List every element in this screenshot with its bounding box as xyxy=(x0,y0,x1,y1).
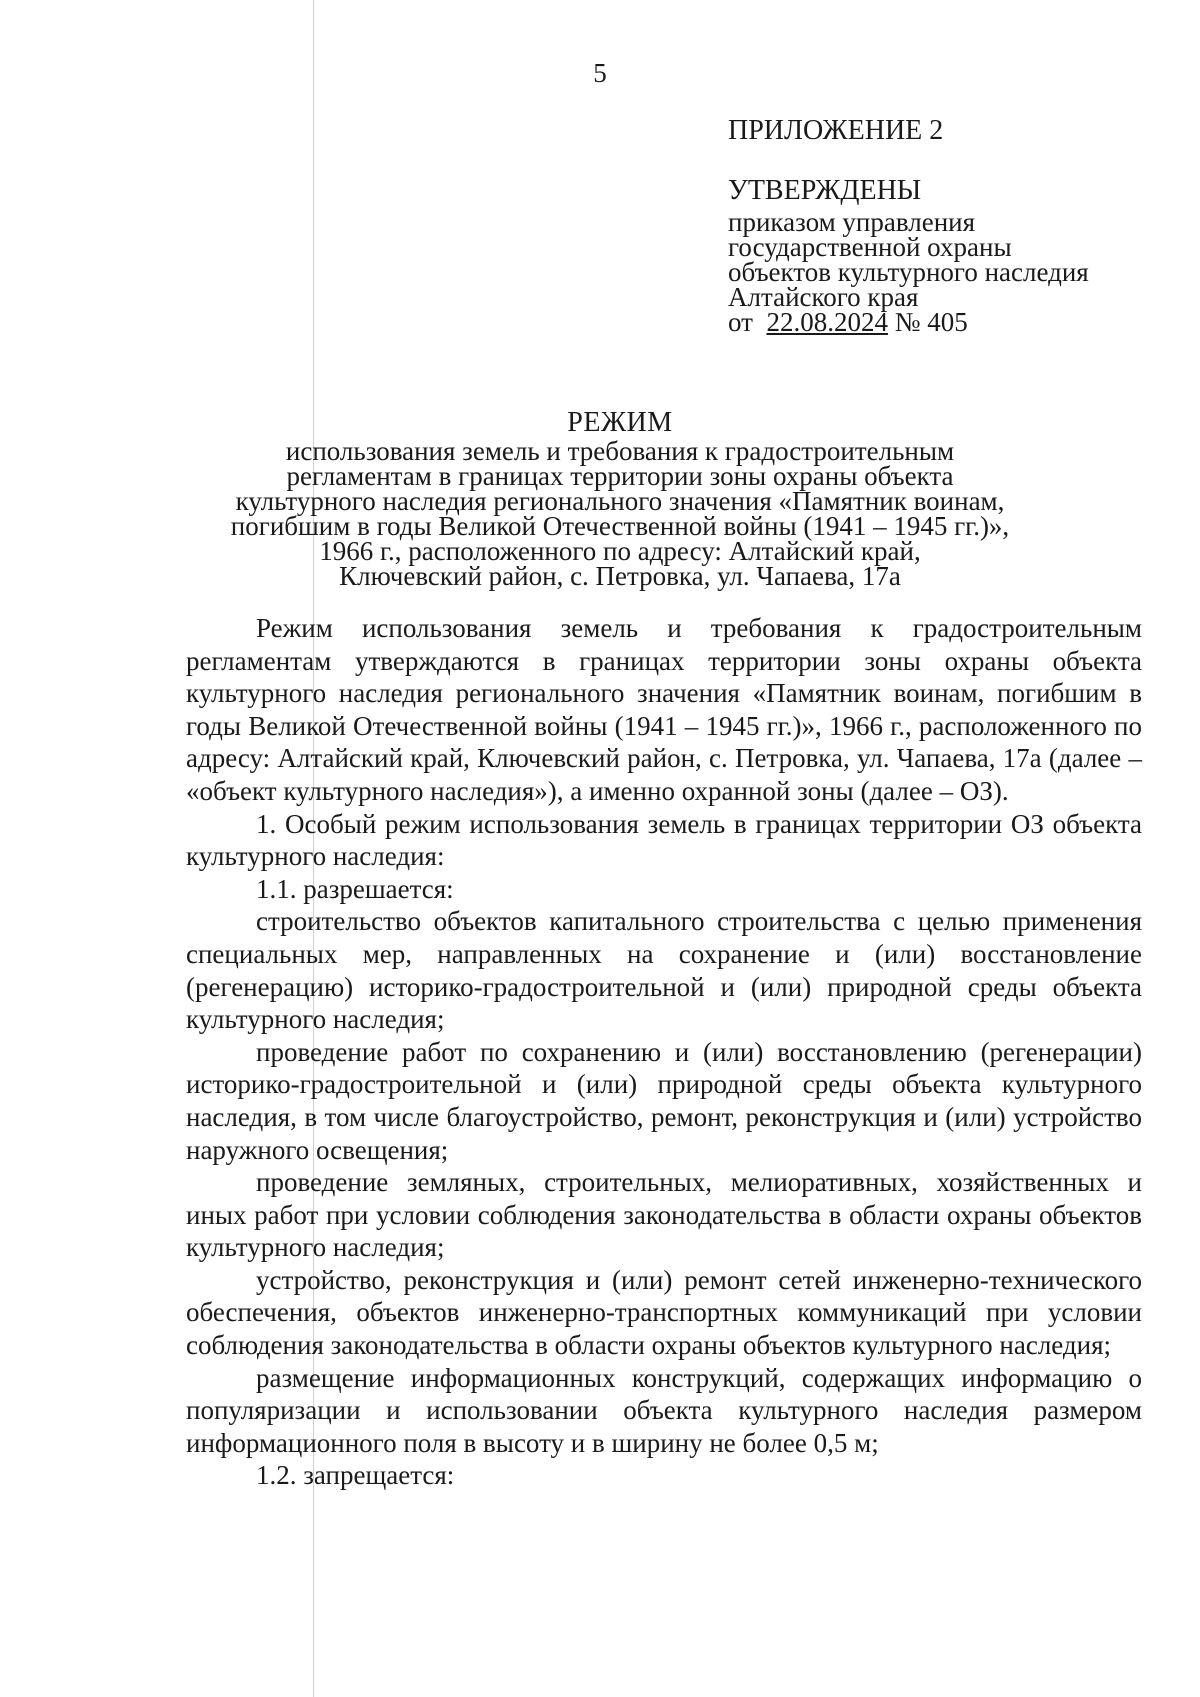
page-number: 5 xyxy=(593,58,607,88)
document-body xyxy=(186,612,1142,1492)
document-title xyxy=(220,407,1020,591)
approval-line: приказом управления xyxy=(728,207,976,237)
date-prefix: от xyxy=(728,307,753,337)
approval-block xyxy=(728,116,1168,335)
body-paragraph: 1.1. разрешается: xyxy=(256,873,454,904)
body-paragraph: 1.2. запрещается: xyxy=(256,1460,455,1491)
body-paragraph: проведение работ по сохранению и (или) восстановлению (регенерации) историко-градостроительной и (или) природной среды объекта культурного наследия, в том числе благоустройство, ремонт, реконструкция и (или) устройство наружного освещения; xyxy=(186,1036,1142,1165)
appendix-label: ПРИЛОЖЕНИЕ 2 xyxy=(728,115,944,146)
order-date: 22.08.2024 xyxy=(766,307,888,337)
approval-line: государственной охраны xyxy=(728,232,1012,262)
title-line: 1966 г., расположенного по адресу: Алтайский край, xyxy=(319,536,921,566)
body-paragraph: 1. Особый режим использования земель в границах территории ОЗ объекта культурного наследия: xyxy=(186,808,1142,872)
body-paragraph: размещение информационных конструкций, содержащих информацию о популяризации и использовании объекта культурного наследия размером информационного поля в высоту и в ширину не более 0,5 м; xyxy=(186,1362,1142,1458)
approval-line: объектов культурного наследия xyxy=(728,257,1089,287)
body-paragraph: устройство, реконструкция и (или) ремонт сетей инженерно-технического обеспечения, объектов инженерно-транспортных коммуникаций при условии соблюдения законодательства в области охраны объектов культурного наследия; xyxy=(186,1264,1142,1361)
title-line: погибшим в годы Великой Отечественной войны (1941 – 1945 гг.)», xyxy=(230,511,1010,541)
approval-line: Алтайского края xyxy=(728,282,919,312)
body-paragraph: проведение земляных, строительных, мелиоративных, хозяйственных и иных работ при условии соблюдения законодательства в области охраны объектов культурного наследия; xyxy=(186,1167,1142,1263)
title-line: регламентам в границах территории зоны охраны объекта xyxy=(286,461,954,491)
title-line: использования земель и требования к градостроительным xyxy=(285,436,955,466)
body-paragraph: Режим использования земель и требования к градостроительным регламентам утверждаются в границах территории зоны охраны объекта культурного наследия регионального значения «Памятник воинам, погибшим в годы Великой Отечественной войны (1941 – 1945 гг.)», 1966 г., расположенного по адресу: Алтайский край, Ключевский район, с. Петровка, ул. Чапаева, 17а (далее – «объект культурного наследия»), а именно охранной зоны (далее – ОЗ). xyxy=(186,613,1142,806)
approval-date-line xyxy=(728,307,1168,337)
order-number: № 405 xyxy=(894,307,968,337)
title-heading: РЕЖИМ xyxy=(567,407,673,438)
approved-label: УТВЕРЖДЕНЫ xyxy=(728,175,922,206)
title-line: Ключевский район, с. Петровка, ул. Чапаева, 17а xyxy=(339,561,901,591)
body-paragraph: строительство объектов капитального строительства с целью применения специальных мер, направленных на сохранение и (или) восстановление (регенерацию) историко-градостроительной и (или) природной среды объекта культурного наследия; xyxy=(186,906,1142,1035)
title-line: культурного наследия регионального значения «Памятник воинам, xyxy=(235,486,1005,516)
